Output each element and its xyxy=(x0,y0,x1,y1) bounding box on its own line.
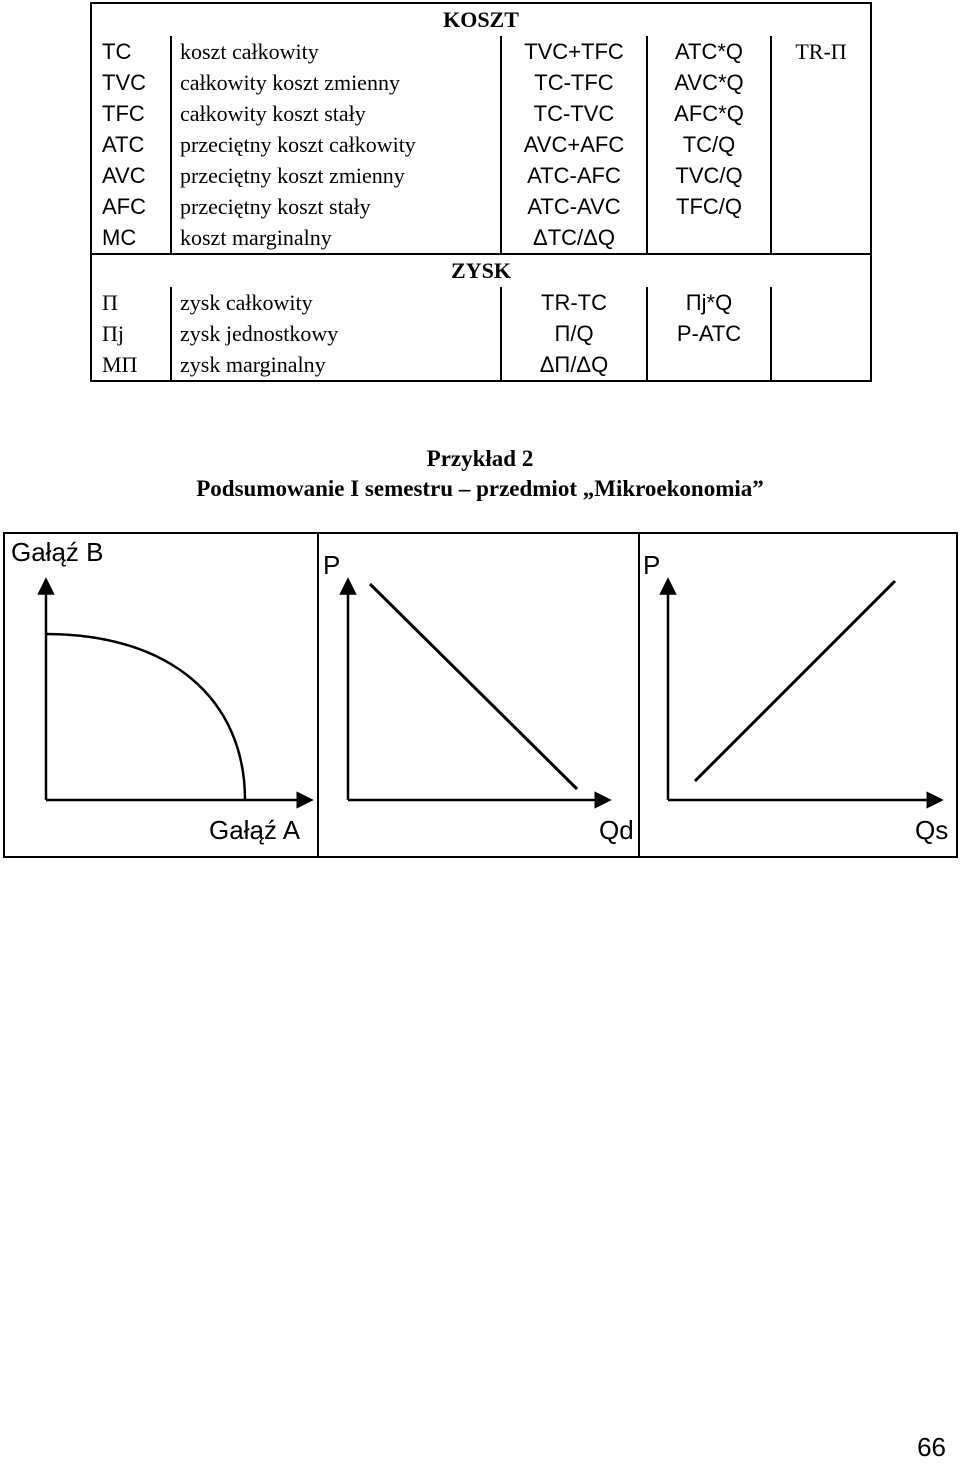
formula-table xyxy=(90,2,872,382)
row-formula: ΔTC/ΔQ xyxy=(501,222,647,254)
formula-row xyxy=(91,222,871,254)
row-formula-alt: Πj*Q xyxy=(647,287,771,318)
row-formula-alt xyxy=(647,222,771,254)
profit-header-row xyxy=(91,254,871,287)
row-description: koszt marginalny xyxy=(171,222,501,254)
row-symbol: MΠ xyxy=(91,349,171,381)
formula-row xyxy=(91,349,871,381)
row-formula-alt: AVC*Q xyxy=(647,67,771,98)
row-formula: AVC+AFC xyxy=(501,129,647,160)
row-symbol: TC xyxy=(91,36,171,67)
empty-cell xyxy=(771,191,871,222)
row-formula: Π/Q xyxy=(501,318,647,349)
formula-row xyxy=(91,191,871,222)
empty-cell xyxy=(771,349,871,381)
graph-plots xyxy=(5,534,956,856)
example-subtitle: Podsumowanie I semestru – przedmiot „Mikroekonomia” xyxy=(196,476,764,501)
cost-header: KOSZT xyxy=(91,3,871,36)
supply-graph xyxy=(668,581,935,800)
ppf-graph xyxy=(46,586,305,800)
example-title: Przykład 2 xyxy=(426,446,534,471)
row-formula-alt: TVC/Q xyxy=(647,160,771,191)
row-symbol: AVC xyxy=(91,160,171,191)
demand-graph xyxy=(348,584,603,800)
empty-cell xyxy=(771,160,871,191)
empty-cell xyxy=(771,98,871,129)
row-description: całkowity koszt stały xyxy=(171,98,501,129)
empty-cell xyxy=(771,222,871,254)
supply-line xyxy=(695,581,895,781)
row-formula-alt: TFC/Q xyxy=(647,191,771,222)
ppf-y-label: Gałąź B xyxy=(11,537,104,567)
row-symbol: Πj xyxy=(91,318,171,349)
empty-cell xyxy=(771,287,871,318)
row-formula: TVC+TFC xyxy=(501,36,647,67)
row-description: zysk jednostkowy xyxy=(171,318,501,349)
supply-x-label: Qs xyxy=(915,815,949,845)
empty-cell xyxy=(771,318,871,349)
demand-y-label: P xyxy=(323,550,341,580)
profit-header: ZYSK xyxy=(91,254,871,287)
formula-row xyxy=(91,98,871,129)
row-symbol: TVC xyxy=(91,67,171,98)
row-formula: ATC-AVC xyxy=(501,191,647,222)
empty-cell xyxy=(771,129,871,160)
row-description: przeciętny koszt zmienny xyxy=(171,160,501,191)
row-formula-alt: ATC*Q xyxy=(647,36,771,67)
row-description: przeciętny koszt stały xyxy=(171,191,501,222)
row-symbol: TFC xyxy=(91,98,171,129)
row-formula: ΔΠ/ΔQ xyxy=(501,349,647,381)
row-formula-alt xyxy=(647,349,771,381)
page-number: 66 xyxy=(917,1432,946,1462)
graphs-panel xyxy=(3,532,958,858)
supply-y-label: P xyxy=(643,550,661,580)
row-symbol: MC xyxy=(91,222,171,254)
row-formula: TC-TFC xyxy=(501,67,647,98)
row-description: zysk całkowity xyxy=(171,287,501,318)
row-formula: TR-TC xyxy=(501,287,647,318)
demand-x-label: Qd xyxy=(599,815,634,845)
row-symbol: ATC xyxy=(91,129,171,160)
formula-row xyxy=(91,129,871,160)
row-symbol: Π xyxy=(91,287,171,318)
row-symbol: AFC xyxy=(91,191,171,222)
ppf-x-label: Gałąź A xyxy=(209,815,301,845)
row-formula-alt: AFC*Q xyxy=(647,98,771,129)
row-formula: TC-TVC xyxy=(501,98,647,129)
row-formula: ATC-AFC xyxy=(501,160,647,191)
formula-row xyxy=(91,287,871,318)
demand-line xyxy=(370,584,577,789)
ppf-curve xyxy=(46,634,245,800)
row-description: całkowity koszt zmienny xyxy=(171,67,501,98)
row-description: zysk marginalny xyxy=(171,349,501,381)
formula-row xyxy=(91,318,871,349)
row-formula-alt: P-ATC xyxy=(647,318,771,349)
formula-row xyxy=(91,160,871,191)
formula-row xyxy=(91,36,871,67)
row-description: przeciętny koszt całkowity xyxy=(171,129,501,160)
extra-formula: TR-Π xyxy=(771,36,871,67)
row-formula-alt: TC/Q xyxy=(647,129,771,160)
cost-header-row xyxy=(91,3,871,36)
row-description: koszt całkowity xyxy=(171,36,501,67)
formula-row xyxy=(91,67,871,98)
empty-cell xyxy=(771,67,871,98)
